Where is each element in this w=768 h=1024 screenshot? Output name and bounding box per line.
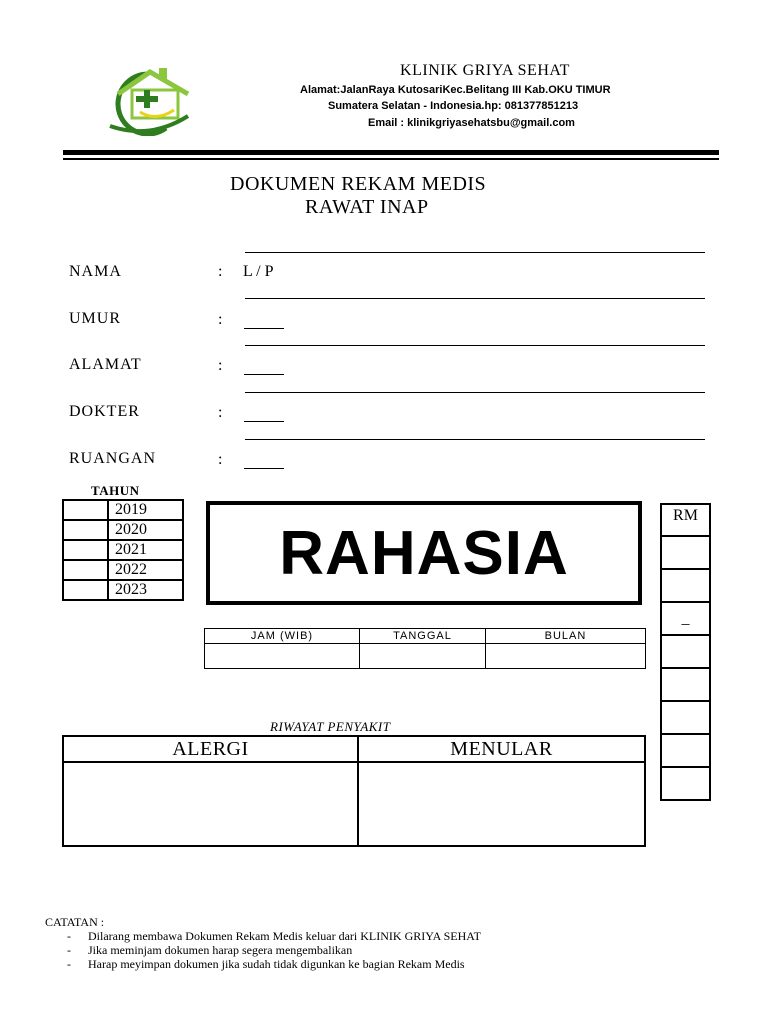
note-item: Dilarang membawa Dokumen Rekam Medis keluar dari KLINIK GRIYA SEHAT (88, 929, 481, 943)
field-value-nama[interactable]: L / P (243, 263, 274, 280)
field-label-alamat: ALAMAT (69, 356, 142, 373)
note-bullet: - (67, 957, 71, 971)
field-underline (245, 392, 705, 393)
rm-digit-cell[interactable] (661, 635, 710, 668)
notes-title: CATATAN : (45, 915, 105, 929)
clinic-logo (96, 64, 204, 136)
confidential-stamp-text: RAHASIA (279, 518, 569, 588)
field-colon: : (218, 357, 223, 374)
field-colon: : (218, 451, 223, 468)
field-underline (245, 252, 705, 253)
document-subtitle: RAWAT INAP (305, 196, 429, 218)
date-header-jam: JAM (WIB) (205, 629, 360, 644)
year-checkbox[interactable] (63, 580, 108, 600)
notes-section (45, 915, 481, 971)
field-blank-alamat[interactable] (244, 374, 284, 375)
table-row (63, 560, 183, 580)
document-title: DOKUMEN REKAM MEDIS (230, 173, 487, 195)
confidential-stamp (206, 501, 642, 605)
table-row (63, 580, 183, 600)
email-line: Email : klinikgriyasehatsbu@gmail.com (368, 117, 575, 129)
note-item: Harap meyimpan dokumen jika sudah tidak digunkan ke bagian Rekam Medis (88, 957, 465, 971)
note-item: Jika meminjam dokumen harap segera mengembalikan (88, 943, 353, 957)
header-divider-thick (63, 150, 719, 155)
history-cell-contagious[interactable] (358, 762, 645, 846)
field-underline (245, 439, 705, 440)
table-row (205, 644, 646, 669)
field-blank-ruangan[interactable] (244, 468, 284, 469)
field-label-ruangan: RUANGAN (69, 450, 156, 467)
rm-separator-cell: _ (661, 602, 710, 635)
rm-header: RM (661, 504, 710, 536)
year-label: 2022 (108, 560, 183, 580)
date-header-tanggal: TANGGAL (360, 629, 486, 644)
date-header-bulan: BULAN (486, 629, 646, 644)
history-cell-allergy[interactable] (63, 762, 358, 846)
date-table (204, 628, 646, 669)
year-label: 2023 (108, 580, 183, 600)
rm-digit-cell[interactable] (661, 536, 710, 569)
field-label-umur: UMUR (69, 310, 122, 327)
history-table (62, 735, 646, 847)
note-bullet: - (67, 929, 71, 943)
header-divider-thin (63, 158, 719, 160)
history-header-allergy: ALERGI (63, 736, 358, 762)
year-checkbox[interactable] (63, 560, 108, 580)
field-underline (245, 345, 705, 346)
field-blank-dokter[interactable] (244, 421, 284, 422)
field-colon: : (218, 404, 223, 421)
clinic-name: KLINIK GRIYA SEHAT (400, 62, 570, 79)
table-row (63, 500, 183, 520)
date-cell-jam[interactable] (205, 644, 360, 669)
history-header-contagious: MENULAR (358, 736, 645, 762)
note-bullet: - (67, 943, 71, 957)
rm-digit-cell[interactable] (661, 569, 710, 602)
tahun-title: TAHUN (91, 483, 140, 498)
date-cell-bulan[interactable] (486, 644, 646, 669)
year-checkbox[interactable] (63, 540, 108, 560)
year-checkbox[interactable] (63, 500, 108, 520)
history-title: RIWAYAT PENYAKIT (270, 719, 391, 734)
field-label-dokter: DOKTER (69, 403, 140, 420)
table-row (63, 520, 183, 540)
rm-digit-cell[interactable] (661, 701, 710, 734)
year-label: 2019 (108, 500, 183, 520)
year-checkbox[interactable] (63, 520, 108, 540)
year-label: 2021 (108, 540, 183, 560)
field-blank-umur[interactable] (244, 328, 284, 329)
year-label: 2020 (108, 520, 183, 540)
rm-digit-cell[interactable] (661, 668, 710, 701)
rm-digit-cell[interactable] (661, 767, 710, 800)
field-colon: : (218, 263, 223, 280)
table-row (63, 540, 183, 560)
field-colon: : (218, 311, 223, 328)
address-line-1: Alamat:JalanRaya KutosariKec.Belitang III Kab.OKU TIMUR (300, 84, 611, 96)
table-header-row (205, 629, 646, 644)
tahun-table (62, 499, 184, 601)
field-label-nama: NAMA (69, 263, 122, 280)
field-underline (245, 298, 705, 299)
rm-number-table (660, 503, 711, 801)
address-line-2: Sumatera Selatan - Indonesia.hp: 081377851213 (328, 100, 579, 112)
rm-digit-cell[interactable] (661, 734, 710, 767)
date-cell-tanggal[interactable] (360, 644, 486, 669)
